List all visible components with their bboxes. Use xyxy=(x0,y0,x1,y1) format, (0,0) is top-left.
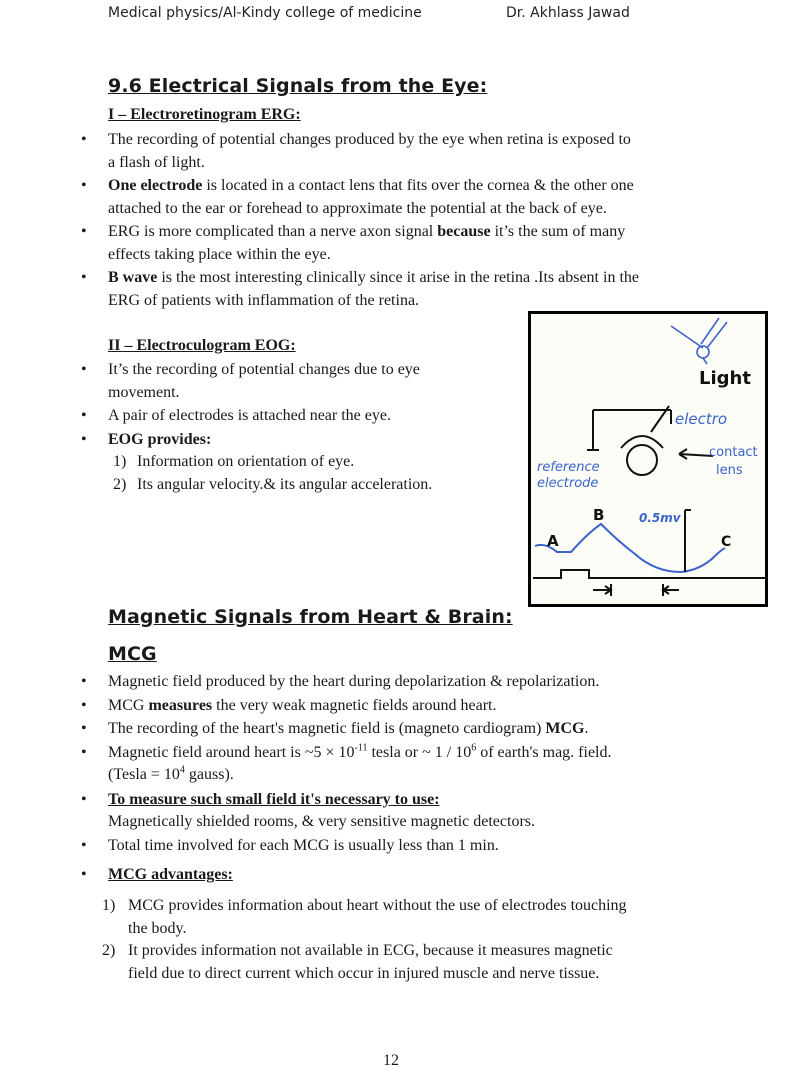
list-item: • ERG is more complicated than a nerve axon signal because it’s the sum of many effects taking place within the eye. xyxy=(0,221,639,266)
label-electrode: electro xyxy=(675,410,728,428)
mcg-bullet-list xyxy=(0,671,612,887)
label-reference: reference xyxy=(537,460,600,475)
list-item: • Total time involved for each MCG is usually less than 1 min. xyxy=(0,835,612,858)
label-reference-electrode: electrode xyxy=(537,476,599,491)
mcg-title: MCG xyxy=(108,643,157,665)
list-item: • Magnetic field around heart is ~5 × $10^{-11}$ tesla or ~ $1 / 10^6$ of earth's mag. field. (Tesla = $10^4$ gauss). xyxy=(0,742,612,787)
label-wave-c: C xyxy=(721,534,732,550)
list-item: • The recording of the heart's magnetic field is (magneto cardiogram) MCG. xyxy=(0,718,612,741)
page-number: 12 xyxy=(383,1052,399,1069)
erg-bullet-list xyxy=(0,129,639,312)
section-title-magnetic: Magnetic Signals from Heart & Brain: xyxy=(108,606,513,628)
list-item: • It’s the recording of potential changes due to eye movement. xyxy=(0,359,420,404)
list-item: • EOG provides: xyxy=(0,429,420,452)
label-wave-b: B xyxy=(593,506,605,524)
stimulus-trace xyxy=(533,570,765,596)
header-left: Medical physics/Al-Kindy college of medicine xyxy=(108,5,422,21)
erg-figure xyxy=(528,311,768,607)
label-wave-a: A xyxy=(547,532,559,550)
header-right: Dr. Akhlass Jawad xyxy=(506,5,630,21)
list-item: • B wave is the most interesting clinically since it arise in the retina .Its absent in the ERG of patients with inflammation of the retina. xyxy=(0,267,639,312)
list-item: • A pair of electrodes is attached near the eye. xyxy=(0,405,420,428)
erg-diagram xyxy=(531,314,765,604)
erg-waveform xyxy=(535,524,725,572)
list-item: • The recording of potential changes produced by the eye when retina is exposed to a flash of light. xyxy=(0,129,639,174)
label-lens: lens xyxy=(716,463,743,478)
label-light: Light xyxy=(699,368,751,389)
section-title-eye: 9.6 Electrical Signals from the Eye: xyxy=(108,75,488,97)
scale-bar xyxy=(685,510,691,572)
eog-bullet-list xyxy=(0,359,420,451)
label-contact: contact xyxy=(709,445,758,460)
advantage-2: 2) It provides information not available in ECG, because it measures magnetic field due to direct current which occur in injured muscle and nerve tissue. xyxy=(102,942,613,982)
list-item: • MCG measures the very weak magnetic fields around heart. xyxy=(0,695,612,718)
eog-title: II – Electroculogram EOG: xyxy=(108,337,296,354)
erg-title: I – Electroretinogram ERG: xyxy=(108,106,301,123)
list-item: • One electrode is located in a contact lens that fits over the cornea & the other one attached to the ear or forehead to approximate the potential at the back of eye. xyxy=(0,175,639,220)
eog-item-2: 2) Its angular velocity.& its angular acceleration. xyxy=(113,476,433,493)
list-item: • Magnetic field produced by the heart during depolarization & repolarization. xyxy=(0,671,612,694)
eog-item-1: 1) Information on orientation of eye. xyxy=(113,453,355,470)
list-item: • MCG advantages: xyxy=(0,864,612,887)
advantage-1: 1) MCG provides information about heart without the use of electrodes touching the body. xyxy=(102,897,627,937)
light-source-icon xyxy=(671,318,727,364)
label-scale: 0.5mv xyxy=(639,511,681,525)
list-item: • To measure such small field it's necessary to use: Magnetically shielded rooms, & very sensitive magnetic detectors. xyxy=(0,789,612,834)
